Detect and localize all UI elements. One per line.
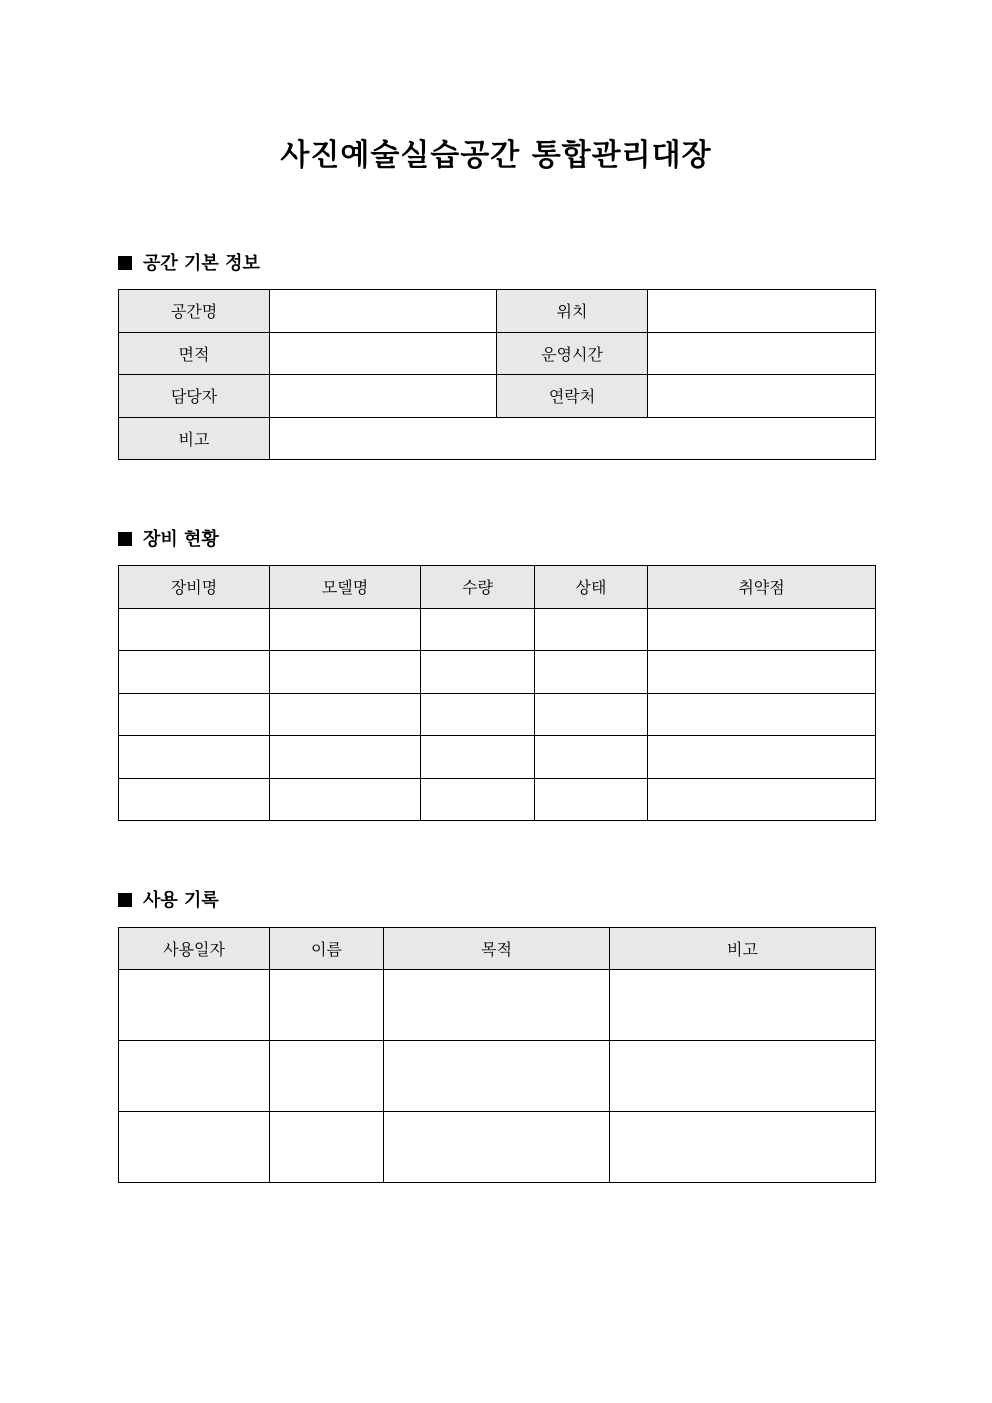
table-cell[interactable] [119,970,270,1041]
table-cell[interactable] [610,970,876,1041]
square-bullet-icon [118,893,132,907]
column-header-status: 상태 [535,566,648,609]
column-header-remarks: 비고 [610,928,876,970]
table-cell[interactable] [270,778,421,821]
field-remarks[interactable] [270,417,876,460]
column-header-model-name: 모델명 [270,566,421,609]
table-cell[interactable] [421,608,535,651]
column-header-usage-date: 사용일자 [119,928,270,970]
table-row [119,417,876,460]
table-cell[interactable] [270,651,421,694]
table-cell[interactable] [610,1041,876,1112]
field-manager[interactable] [270,375,497,418]
table-cell[interactable] [421,651,535,694]
table-cell[interactable] [535,693,648,736]
section-heading-label: 사용 기록 [143,890,219,911]
table-cell[interactable] [648,651,876,694]
table-cell[interactable] [270,693,421,736]
label-contact: 연락처 [497,375,648,418]
table-cell[interactable] [119,778,270,821]
table-cell[interactable] [270,1112,384,1183]
table-row [119,375,876,418]
table-row [119,1112,876,1183]
table-cell[interactable] [270,970,384,1041]
label-manager: 담당자 [119,375,270,418]
table-cell[interactable] [119,1112,270,1183]
table-cell[interactable] [119,608,270,651]
table-row [119,608,876,651]
column-header-name: 이름 [270,928,384,970]
square-bullet-icon [118,532,132,546]
table-cell[interactable] [421,736,535,779]
table-cell[interactable] [421,778,535,821]
table-cell[interactable] [119,1041,270,1112]
table-row [119,970,876,1041]
section-heading-usage [118,888,219,914]
table-row [119,332,876,375]
table-cell[interactable] [119,693,270,736]
table-cell[interactable] [119,651,270,694]
section-heading-label: 공간 기본 정보 [143,253,260,274]
table-cell[interactable] [610,1112,876,1183]
table-cell[interactable] [384,1041,610,1112]
table-cell[interactable] [648,778,876,821]
field-space-name[interactable] [270,290,497,333]
table-header-row [119,566,876,609]
equipment-table [118,565,876,821]
usage-log-table [118,927,876,1183]
column-header-quantity: 수량 [421,566,535,609]
table-cell[interactable] [384,970,610,1041]
section-heading-label: 장비 현황 [143,529,219,550]
table-row [119,290,876,333]
table-cell[interactable] [270,608,421,651]
table-row [119,778,876,821]
label-space-name: 공간명 [119,290,270,333]
table-cell[interactable] [270,1041,384,1112]
column-header-vulnerability: 취약점 [648,566,876,609]
label-area: 면적 [119,332,270,375]
column-header-equipment-name: 장비명 [119,566,270,609]
field-location[interactable] [648,290,876,333]
table-cell[interactable] [535,778,648,821]
table-cell[interactable] [421,693,535,736]
label-operating-hours: 운영시간 [497,332,648,375]
table-row [119,651,876,694]
label-remarks: 비고 [119,417,270,460]
table-cell[interactable] [535,736,648,779]
table-cell[interactable] [648,736,876,779]
table-cell[interactable] [384,1112,610,1183]
section-heading-equipment [118,527,219,553]
table-cell[interactable] [648,608,876,651]
table-cell[interactable] [535,651,648,694]
square-bullet-icon [118,256,132,270]
field-operating-hours[interactable] [648,332,876,375]
basic-info-table [118,289,876,460]
table-cell[interactable] [535,608,648,651]
table-cell[interactable] [648,693,876,736]
table-row [119,1041,876,1112]
table-cell[interactable] [119,736,270,779]
document-title: 사진예술실습공간 통합관리대장 [280,138,712,173]
label-location: 위치 [497,290,648,333]
table-row [119,736,876,779]
table-header-row [119,928,876,970]
field-area[interactable] [270,332,497,375]
field-contact[interactable] [648,375,876,418]
section-heading-basic-info [118,251,260,277]
column-header-purpose: 목적 [384,928,610,970]
table-cell[interactable] [270,736,421,779]
table-row [119,693,876,736]
